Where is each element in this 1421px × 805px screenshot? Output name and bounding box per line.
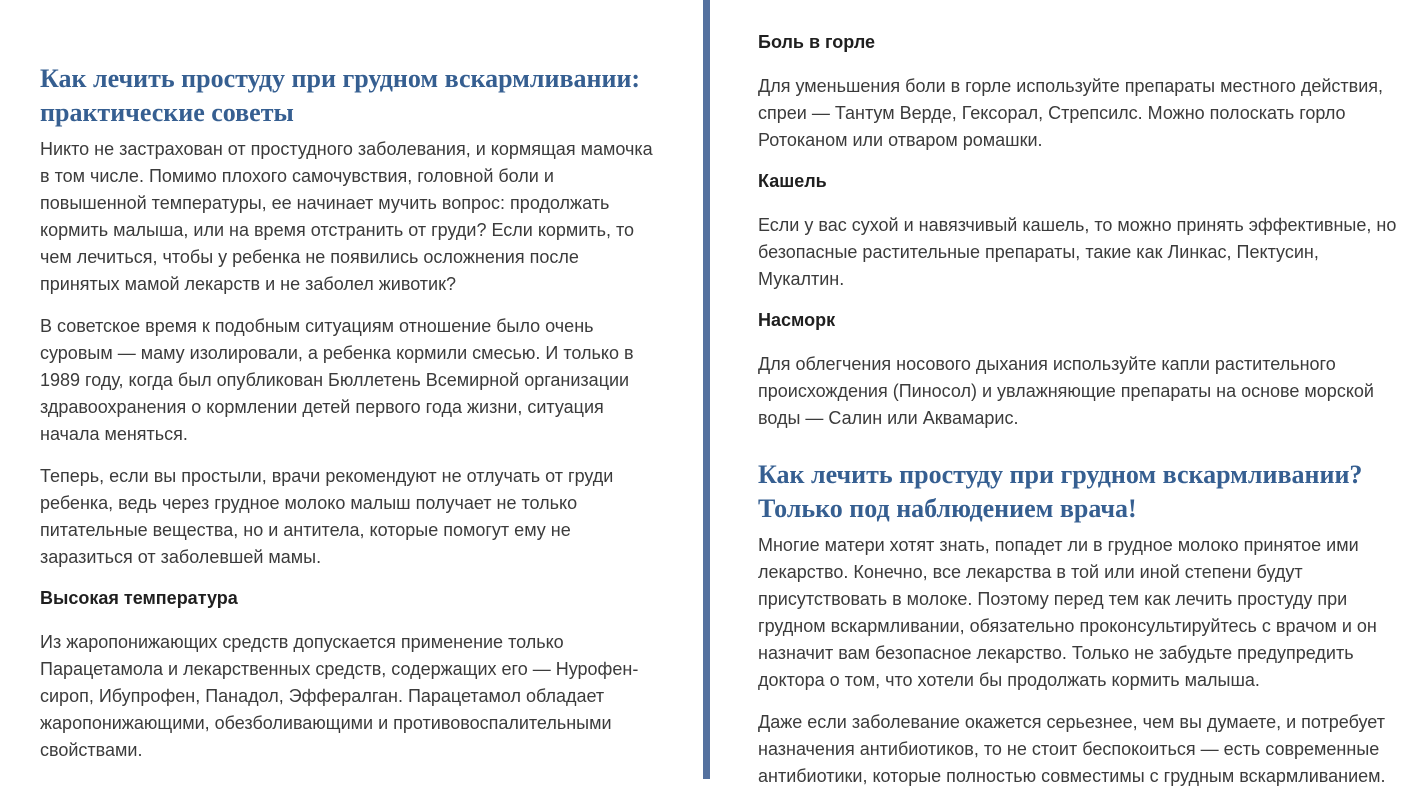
paragraph-fever: Из жаропонижающих средств допускается применение только Парацетамола и лекарственных средств, содержащих его — Нурофен-сироп, Ибупрофен, Панадол, Эффералган. Парацетамол обладает жаропонижающими, обезболивающими и противовоспалительными свойствами.: [40, 632, 639, 760]
left-column: [40, 0, 662, 779]
subheading-runny-nose: Насморк: [758, 310, 836, 330]
subheading-sore-throat: Боль в горле: [758, 32, 876, 52]
subheading-fever: Высокая температура: [40, 588, 238, 608]
page-divider: [703, 0, 710, 779]
paragraph-intro-3: Теперь, если вы простыли, врачи рекомендуют не отлучать от груди ребенка, ведь через грудное молоко малыш получает не только питательные вещества, но и антитела, которые помогут ему не заразиться от заболевшей мамы.: [40, 466, 614, 567]
paragraph-intro-2: В советское время к подобным ситуациям отношение было очень суровым — маму изолировали, а ребенка кормили смесью. И только в 1989 году, когда был опубликован Бюллетень Всемирной организации здравоохранения о кормлении детей первого года жизни, ситуация начала меняться.: [40, 316, 634, 444]
paragraph-runny-nose: Для облегчения носового дыхания используйте капли растительного происхождения (Пиносол) и увлажняющие препараты на основе морской воды — Салин или Аквамарис.: [758, 354, 1374, 428]
paragraph-intro-1: Никто не застрахован от простудного заболевания, и кормящая мамочка в том числе. Помимо плохого самочувствия, головной боли и повышенной температуры, ее начинает мучить вопрос: продолжать кормить малыша, или на время отстранить от груди? Если кормить, то чем лечиться, чтобы у ребенка не появились осложнения после принятых мамой лекарств и не заболел животик?: [40, 139, 653, 294]
paragraph-sore-throat: Для уменьшения боли в горле используйте препараты местного действия, спреи — Тантум Верде, Гексорал, Стрепсилс. Можно полоскать горло Ротоканом или отваром ромашки.: [758, 76, 1384, 150]
article-title-practical-advice: Как лечить простуду при грудном вскармливании: практические советы: [40, 64, 641, 127]
subheading-cough: Кашель: [758, 171, 827, 191]
paragraph-doctor-1: Многие матери хотят знать, попадет ли в грудное молоко принятое ими лекарство. Конечно, все лекарства в той или иной степени будут присутствовать в молоке. Поэтому перед тем как лечить простуду при грудном вскармливании, обязательно проконсультируйтесь с врачом и он назначит вам безопасное лекарство. Только не забудьте предупредить доктора о том, что хотели бы продолжать кормить малыша.: [758, 535, 1377, 690]
right-column: [758, 0, 1408, 805]
paragraph-doctor-2: Даже если заболевание окажется серьезнее, чем вы думаете, и потребует назначения антибиотиков, то не стоит беспокоиться — есть современные антибиотики, которые полностью совместимы с грудным вскармливанием.: [758, 712, 1386, 786]
paragraph-cough: Если у вас сухой и навязчивый кашель, то можно принять эффективные, но безопасные растительные препараты, такие как Линкас, Пектусин, Мукалтин.: [758, 215, 1397, 289]
article-title-doctor-supervision: Как лечить простуду при грудном вскармливании? Только под наблюдением врача!: [758, 460, 1363, 523]
